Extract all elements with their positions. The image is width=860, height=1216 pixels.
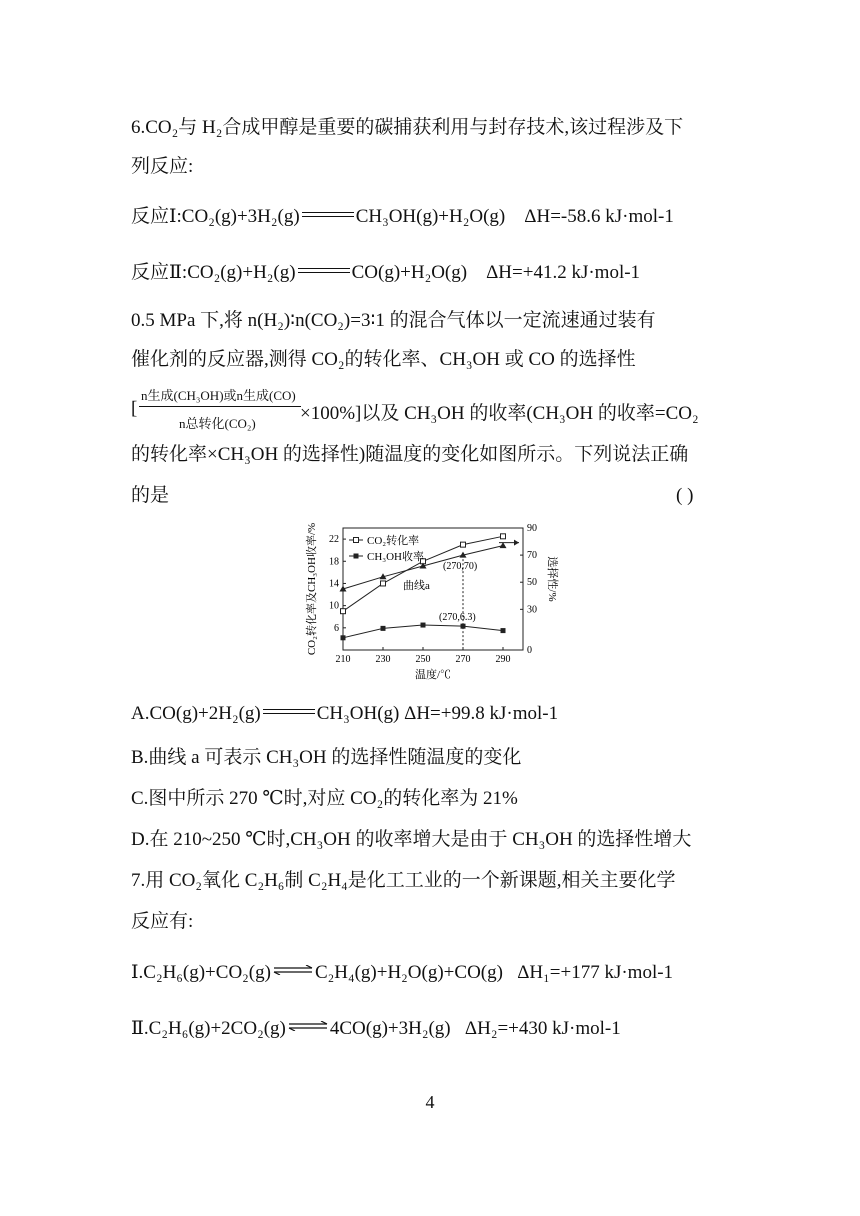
q6-stem-line1: 6.CO₂与 H₂合成甲醇是重要的碳捕获利用与封存技术,该过程涉及下 — [131, 117, 684, 138]
legend-marker-1 — [354, 538, 359, 543]
y-left-tick-label: 14 — [329, 578, 339, 590]
legend-label-2: CH₃OH收率 — [367, 551, 425, 563]
rxn-right: C₂H₄(g)+H₂O(g)+CO(g) — [314, 962, 503, 983]
legend-label-1: CO₂转化率 — [367, 535, 420, 547]
rxn-label: Ⅱ. — [131, 1018, 149, 1039]
page-number: 4 — [425, 1092, 435, 1112]
q7-reaction-2 — [131, 1017, 621, 1041]
q7-stem-line1: 7.用 CO₂氧化 C₂H₆制 C₂H₄是化工工业的一个新课题,相关主要化学 — [131, 870, 676, 891]
curve-a-arrowhead — [514, 540, 519, 546]
series-point — [501, 534, 506, 539]
equals-arrow-icon — [302, 212, 354, 218]
fraction-bar — [139, 406, 301, 407]
rxn-label: 反应Ⅱ: — [131, 262, 188, 283]
q6-condition-line4: 的转化率×CH₃OH 的选择性)随温度的变化如图所示。下列说法正确 — [131, 444, 689, 465]
series-point — [341, 609, 346, 614]
q7-stem-line2: 反应有: — [131, 911, 194, 932]
x-axis-label: 温度/℃ — [414, 669, 452, 681]
rxn-enthalpy: ΔH₁=+177 kJ·mol-1 — [517, 962, 674, 983]
rxn-left: C₂H₆(g)+2CO₂(g) — [148, 1018, 286, 1039]
q6-condition-line1: 0.5 MPa 下,将 n(H₂)∶n(CO₂)=3∶1 的混合气体以一定流速通过装有 — [131, 310, 656, 331]
annotation-270-70: (270,70) — [443, 561, 478, 573]
q6-reaction-1 — [131, 205, 674, 229]
answer-parentheses: ( ) — [676, 485, 694, 506]
rxn-label: 反应Ⅰ: — [131, 206, 182, 227]
rxn-enthalpy: ΔH=+41.2 kJ·mol-1 — [486, 262, 641, 283]
series-point — [501, 628, 506, 633]
rxn-left: CO₂(g)+3H₂(g) — [181, 206, 300, 227]
x-tick-label: 230 — [375, 654, 391, 665]
annotation-curve-a: 曲线a — [403, 580, 430, 592]
q6-option-d: D.在 210~250 ℃时,CH₃OH 的收率增大是由于 CH₃OH 的选择性增大 — [131, 829, 692, 850]
q6-option-a — [131, 702, 558, 726]
y-left-axis-label: CO₂转化率及CH₃OH收率/% — [306, 522, 318, 656]
rxn-right: CH₃OH(g)+H₂O(g) — [355, 206, 506, 227]
y-left-tick-label: 10 — [329, 600, 339, 612]
y-right-tick-label: 90 — [527, 523, 537, 534]
equilibrium-arrow-icon — [273, 965, 313, 975]
series-point — [381, 626, 386, 631]
y-left-tick-label: 6 — [334, 622, 339, 634]
series-point — [341, 635, 346, 640]
rxn-left: CO₂(g)+H₂(g) — [187, 262, 296, 283]
selectivity-fraction — [131, 385, 301, 432]
y-left-tick-label: 22 — [329, 534, 339, 546]
equals-arrow-icon — [263, 709, 315, 715]
open-bracket: [ — [131, 398, 138, 419]
opt-a-right: CH₃OH(g) ΔH=+99.8 kJ·mol-1 — [316, 703, 559, 724]
equilibrium-arrow-icon — [288, 1021, 328, 1031]
y-left-tick-label: 18 — [329, 556, 339, 568]
q6-reaction-2 — [131, 261, 640, 285]
fraction-numerator: n生成(CH₃OH)或n生成(CO) — [141, 388, 296, 403]
q6-condition-line5: 的是 — [131, 485, 170, 506]
q7-reaction-1 — [131, 961, 673, 985]
rxn-enthalpy: ΔH₂=+430 kJ·mol-1 — [464, 1018, 621, 1039]
q6-option-b: B.曲线 a 可表示 CH₃OH 的选择性随温度的变化 — [131, 747, 522, 768]
series-line-1 — [343, 536, 503, 611]
x-tick-label: 210 — [335, 654, 351, 665]
rxn-left: C₂H₆(g)+CO₂(g) — [143, 962, 271, 983]
rxn-right: 4CO(g)+3H₂(g) — [329, 1018, 451, 1039]
q6-option-c: C.图中所示 270 ℃时,对应 CO₂的转化率为 21% — [131, 788, 518, 809]
yield-temperature-chart — [295, 518, 585, 688]
q6-condition-line3: ×100%]以及 CH₃OH 的收率(CH₃OH 的收率=CO₂ — [300, 403, 699, 424]
y-right-tick-label: 0 — [527, 645, 532, 656]
series-point — [381, 581, 386, 586]
rxn-label: Ⅰ. — [131, 962, 144, 983]
rxn-enthalpy: ΔH=-58.6 kJ·mol-1 — [524, 206, 674, 227]
x-tick-label: 250 — [415, 654, 431, 665]
y-right-tick-label: 30 — [527, 604, 537, 616]
series-point — [421, 623, 426, 628]
y-right-tick-label: 50 — [527, 577, 537, 589]
legend-marker-2 — [354, 554, 359, 559]
rxn-right: CO(g)+H₂O(g) — [351, 262, 468, 283]
q6-stem-line2: 列反应: — [131, 156, 194, 177]
y-right-axis-label: 选择性/% — [546, 556, 558, 602]
equals-arrow-icon — [298, 268, 350, 274]
opt-a-left: A.CO(g)+2H₂(g) — [131, 703, 261, 724]
q6-condition-line2: 催化剂的反应器,测得 CO₂的转化率、CH₃OH 或 CO 的选择性 — [131, 349, 636, 370]
fraction-denominator: n总转化(CO₂) — [179, 416, 256, 431]
annotation-270-6-3: (270,6.3) — [439, 612, 476, 624]
x-tick-label: 290 — [495, 654, 511, 665]
series-point — [461, 542, 466, 547]
y-right-tick-label: 70 — [527, 550, 537, 562]
x-tick-label: 270 — [455, 654, 471, 665]
